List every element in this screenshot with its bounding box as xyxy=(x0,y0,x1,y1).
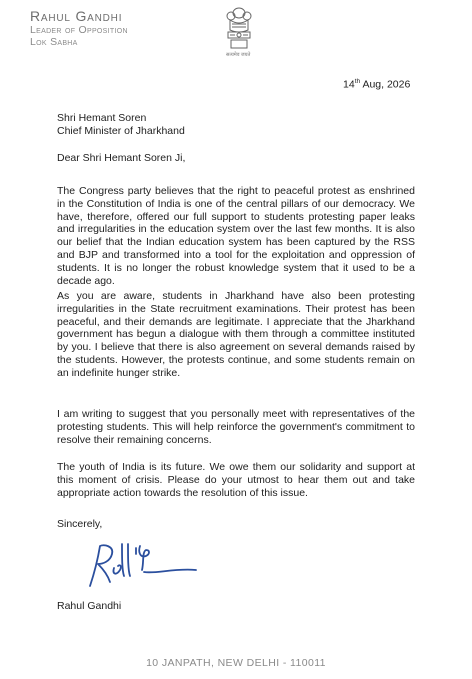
closing: Sincerely, xyxy=(57,518,103,530)
letterhead-position: Leader of Opposition xyxy=(30,24,128,36)
recipient-title: Chief Minister of Jharkhand xyxy=(57,124,185,137)
letterhead xyxy=(30,8,128,48)
body-paragraph: The Congress party believes that the right to peaceful protest as enshrined in the Constitution of India is one of the central pillars of our democracy. We have, therefore, offered our full support to students protesting paper leaks and irregularities in the education system over the last few months. It is also our belief that the Indian education system has been captured by the RSS and BJP and transformed into a tool for the exploitation and oppression of students. It is no longer the robust knowledge system that it used to be a decade ago. xyxy=(57,185,415,287)
date-month-year: Aug, 2026 xyxy=(360,78,411,91)
date-day: 14 xyxy=(343,78,355,91)
recipient-name: Shri Hemant Soren xyxy=(57,112,147,124)
recipient-address xyxy=(57,112,185,137)
body-paragraph: As you are aware, students in Jharkhand have also been protesting irregularities in the State recruitment examinations. Their protest has been peaceful, and their demands are legitimate. I appreciate that the Jharkhand government has begun a dialogue with them through a committee instituted by you. I believe that there is also agreement on several demands raised by the students. However, the protests continue, and some students remain on an indefinite hunger strike. xyxy=(57,290,415,379)
body-paragraph: The youth of India is its future. We owe them our solidarity and support at this moment of crisis. Please do your utmost to hear them out and take appropriate action towards the resolution of this issue. xyxy=(57,461,415,499)
signatory-name: Rahul Gandhi xyxy=(57,600,122,612)
body-paragraph: I am writing to suggest that you personally meet with representatives of the protesting students. This will help reinforce the government's commitment to resolve their remaining concerns. xyxy=(57,408,415,446)
handwritten-signature xyxy=(84,540,204,592)
letterhead-house: Lok Sabha xyxy=(30,36,78,48)
footer-address: 10 JANPATH, NEW DELHI - 110011 xyxy=(146,657,326,669)
salutation: Dear Shri Hemant Soren Ji, xyxy=(57,152,186,164)
date-suffix: th xyxy=(354,78,361,85)
national-emblem-icon xyxy=(222,4,256,58)
emblem-caption: सत्यमेव जयते xyxy=(226,52,251,58)
letter-date xyxy=(343,78,410,91)
letterhead-name: Rahul Gandhi xyxy=(30,8,123,24)
